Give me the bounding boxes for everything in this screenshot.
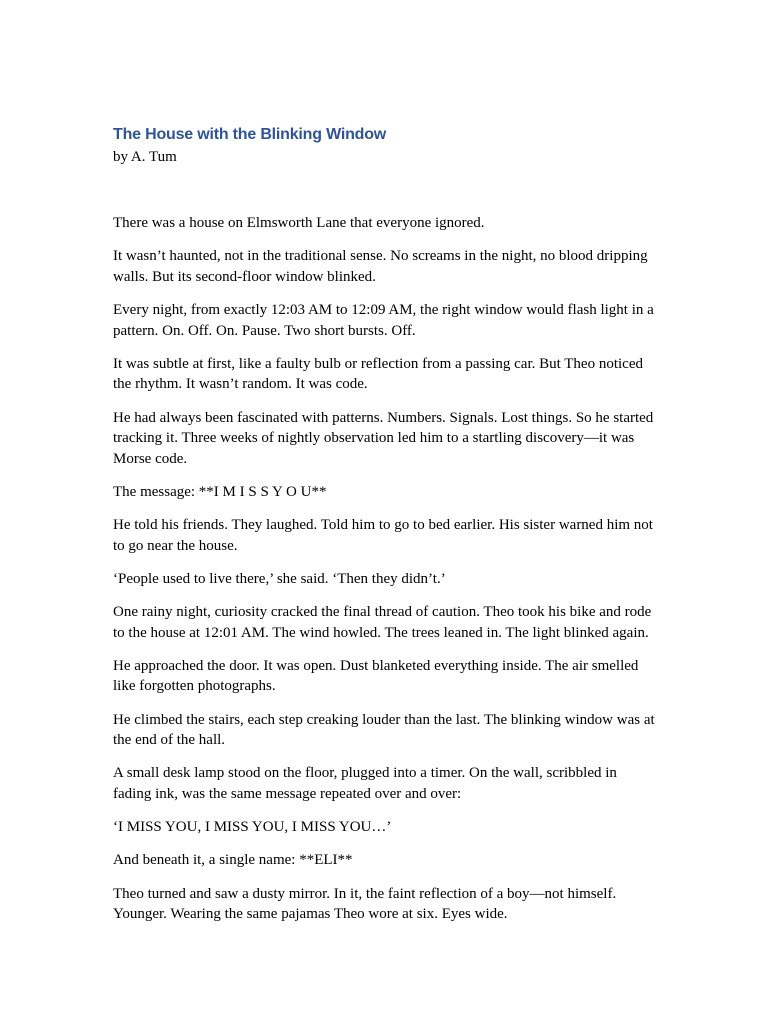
paragraph: He had always been fascinated with patterns. Numbers. Signals. Lost things. So he started tracking it. Three weeks of nightly observation led him to a startling discovery—it was Morse code. (113, 409, 654, 467)
document-page (113, 124, 658, 937)
author-byline: by A. Tum (113, 149, 177, 165)
paragraph: One rainy night, curiosity cracked the final thread of caution. Theo took his bike and rode to the house at 12:01 AM. The wind howled. The trees leaned in. The light blinked again. (113, 604, 652, 641)
document-title: The House with the Blinking Window (113, 126, 387, 143)
paragraph: ‘I MISS YOU, I MISS YOU, I MISS YOU…’ (113, 819, 392, 836)
paragraph: There was a house on Elmsworth Lane that everyone ignored. (113, 215, 485, 231)
paragraph: He approached the door. It was open. Dust blanketed everything inside. The air smelled like forgotten photographs. (113, 657, 639, 695)
paragraph: The message: **I M I S S Y O U** (113, 483, 327, 500)
paragraph: It was subtle at first, like a faulty bulb or reflection from a passing car. But Theo noticed the rhythm. It wasn’t random. It was code. (113, 355, 643, 393)
paragraph: He climbed the stairs, each step creaking louder than the last. The blinking window was at the end of the hall. (113, 711, 655, 749)
document-body (113, 213, 658, 925)
paragraph: It wasn’t haunted, not in the traditional sense. No screams in the night, no blood dripping walls. But its second-floor window blinked. (113, 248, 648, 285)
paragraph: Every night, from exactly 12:03 AM to 12:09 AM, the right window would flash light in a pattern. On. Off. On. Pause. Two short bursts. Off. (113, 301, 654, 339)
paragraph: Theo turned and saw a dusty mirror. In it, the faint reflection of a boy—not himself. Younger. Wearing the same pajamas Theo wore at six. Eyes wide. (113, 885, 617, 923)
paragraph: He told his friends. They laughed. Told him to go to bed earlier. His sister warned him not to go near the house. (113, 517, 653, 554)
paragraph: And beneath it, a single name: **ELI** (113, 852, 353, 869)
paragraph: A small desk lamp stood on the floor, plugged into a timer. On the wall, scribbled in fading ink, was the same message repeated over and over: (113, 765, 617, 802)
paragraph: ‘People used to live there,’ she said. ‘Then they didn’t.’ (113, 570, 446, 587)
